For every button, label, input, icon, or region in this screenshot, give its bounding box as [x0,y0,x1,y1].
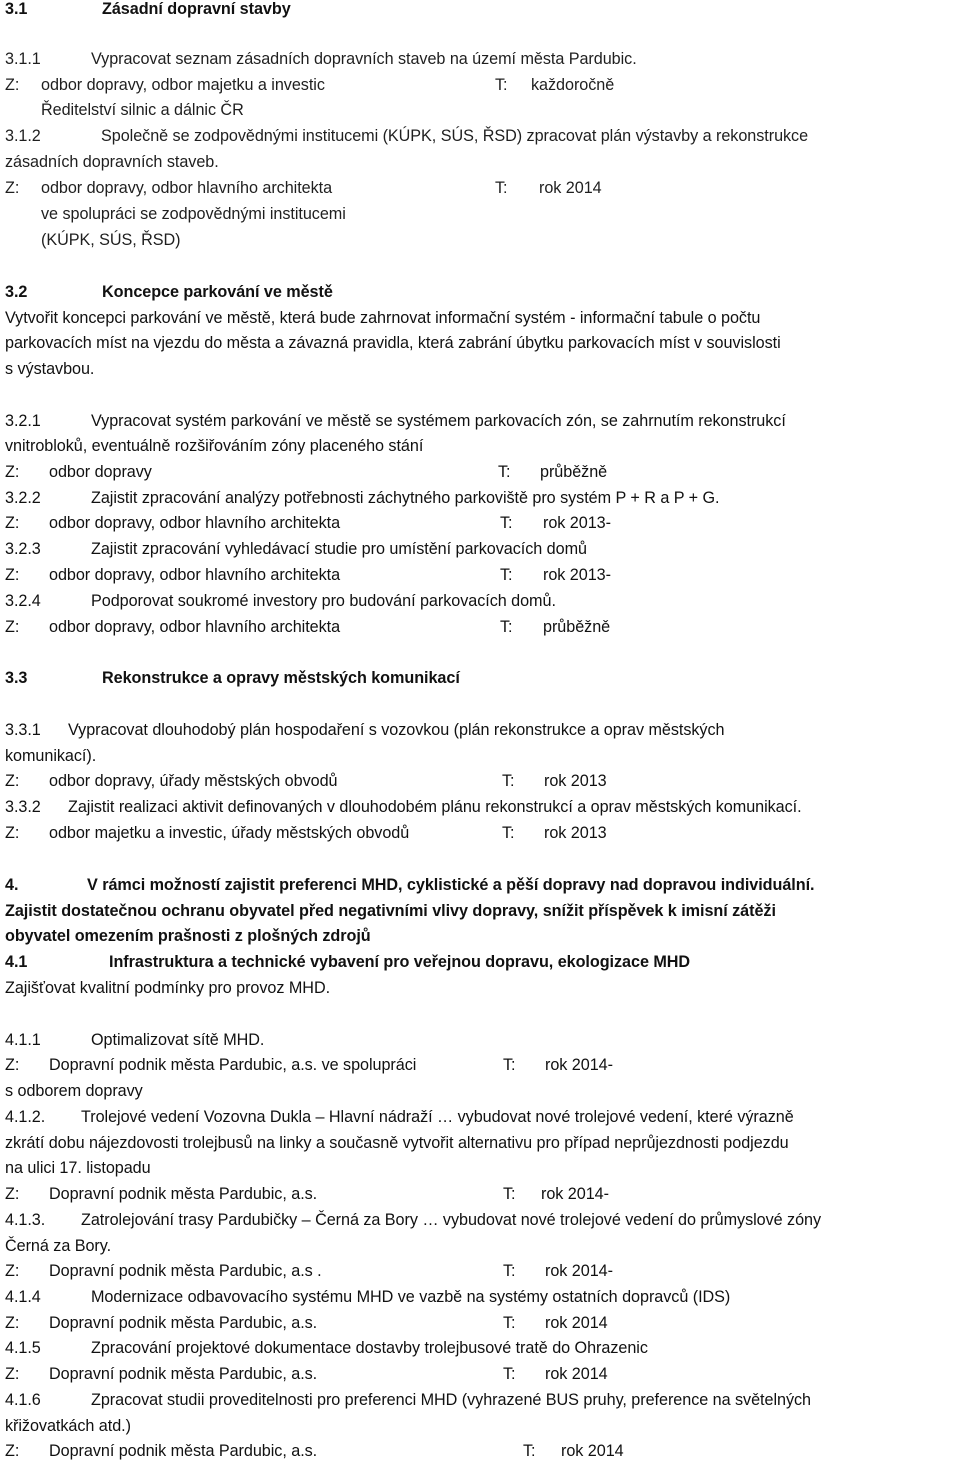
item-number: 3.1.2 [5,127,41,145]
section-number: 4. [5,876,19,894]
z-responsible: odbor dopravy, odbor hlavního architekta [49,514,341,532]
t-label: T: [500,566,513,584]
z-responsible: Dopravní podnik města Pardubic, a.s. ve spolupráci [49,1056,417,1074]
z-responsible: Dopravní podnik města Pardubic, a.s. [49,1314,318,1332]
item-text-2: vnitrobloků, eventuálně rozšiřováním zóny placeného stání [5,437,424,455]
t-label: T: [503,1185,516,1203]
z-responsible: Dopravní podnik města Pardubic, a.s. [49,1185,318,1203]
z-responsible: odbor dopravy, úřady městských obvodů [49,772,338,790]
z-label: Z: [5,772,20,790]
item-text: Zatrolejování trasy Pardubičky – Černá za Bory … vybudovat nové trolejové vedení do průmyslové zóny [81,1211,822,1229]
item-number: 3.2.4 [5,592,41,610]
z-label: Z: [5,1056,20,1074]
z-responsible: Dopravní podnik města Pardubic, a.s . [49,1262,322,1280]
section-number: 3.2 [5,283,28,301]
t-label: T: [503,1365,516,1383]
item-text-2: zásadních dopravních staveb. [5,153,219,171]
item-number: 4.1.6 [5,1391,41,1409]
item-number: 3.1.1 [5,50,41,68]
t-label: T: [502,772,515,790]
z-responsible: odbor dopravy, odbor hlavního architekta [49,618,341,636]
item-text-2: křižovatkách atd.) [5,1417,131,1435]
z-responsible: odbor majetku a investic, úřady městských obvodů [49,824,410,842]
item-text-2: zkrátí dobu nájezdovosti trolejbusů na linky a současně vytvořit alternativu pro případ neprůjezdnosti podjezdu [5,1134,789,1152]
item-number: 4.1.2. [5,1108,46,1126]
t-label: T: [500,514,513,532]
t-label: T: [498,463,511,481]
section-title: Koncepce parkování ve městě [102,283,333,301]
paragraph-text: Vytvořit koncepci parkování ve městě, která bude zahrnovat informační systém - informační tabule o počtu [5,309,761,327]
paragraph-text: Zajišťovat kvalitní podmínky pro provoz MHD. [5,979,331,997]
item-text-3: na ulici 17. listopadu [5,1159,151,1177]
z-responsible: odbor dopravy, odbor majetku a investic [41,76,325,94]
t-deadline: rok 2014 [561,1442,624,1460]
section-title: Zásadní dopravní stavby [102,0,291,18]
item-number: 3.3.1 [5,721,41,739]
t-label: T: [523,1442,536,1460]
t-deadline: rok 2014- [545,1056,613,1074]
z-label: Z: [5,76,20,94]
z-responsible: Dopravní podnik města Pardubic, a.s. [49,1442,318,1460]
item-text: Vypracovat dlouhodobý plán hospodaření s vozovkou (plán rekonstrukce a oprav městských [68,721,725,739]
t-label: T: [495,179,508,197]
z-label: Z: [5,1442,20,1460]
z-label: Z: [5,179,20,197]
z-label: Z: [5,1314,20,1332]
item-number: 4.1.1 [5,1031,41,1049]
z-responsible: odbor dopravy [49,463,152,481]
t-deadline: rok 2014 [545,1365,608,1383]
item-text-2: komunikací). [5,747,97,765]
z-label: Z: [5,463,20,481]
item-text: Trolejové vedení Vozovna Dukla – Hlavní nádraží … vybudovat nové trolejové vedení, které výrazně [81,1108,794,1126]
item-text: Zpracování projektové dokumentace dostavby trolejbusové tratě do Ohrazenic [91,1339,648,1357]
item-text-2: Černá za Bory. [5,1237,112,1255]
z-responsible-2: ve spolupráci se zodpovědnými institucemi [41,205,346,223]
item-text: Optimalizovat sítě MHD. [91,1031,265,1049]
t-deadline: každoročně [531,76,615,94]
paragraph-text: parkovacích míst na vjezdu do města a závazná pravidla, která zabrání úbytku parkovacích míst v souvislosti [5,334,781,352]
t-deadline: rok 2014- [541,1185,609,1203]
t-label: T: [503,1056,516,1074]
z-responsible: odbor dopravy, odbor hlavního architekta [49,566,341,584]
z-label: Z: [5,1365,20,1383]
item-text: Podporovat soukromé investory pro budování parkovacích domů. [91,592,556,610]
t-deadline: průběžně [540,463,608,481]
item-text: Vypracovat systém parkování ve městě se systémem parkovacích zón, se zahrnutím rekonstrukcí [91,412,786,430]
section-number: 3.3 [5,669,28,687]
item-text: Společně se zodpovědnými institucemi (KÚPK, SÚS, ŘSD) zpracovat plán výstavby a rekonstrukce [101,127,809,145]
section-title: V rámci možností zajistit preferenci MHD, cyklistické a pěší dopravy nad dopravou individuální. [87,876,815,894]
t-label: T: [502,824,515,842]
t-deadline: rok 2014 [545,1314,608,1332]
t-deadline: rok 2014- [545,1262,613,1280]
section-title: Infrastruktura a technické vybavení pro veřejnou dopravu, ekologizace MHD [109,953,691,971]
item-text: Modernizace odbavovacího systému MHD ve vazbě na systémy ostatních dopravců (IDS) [91,1288,731,1306]
z-label: Z: [5,1185,20,1203]
item-text: Zpracovat studii proveditelnosti pro preferenci MHD (vyhrazené BUS pruhy, preference na světelných [91,1391,811,1409]
item-number: 4.1.3. [5,1211,46,1229]
item-number: 3.3.2 [5,798,41,816]
z-responsible-2: Ředitelství silnic a dálnic ČR [41,101,244,119]
z-label: Z: [5,566,20,584]
z-responsible: Dopravní podnik města Pardubic, a.s. [49,1365,318,1383]
paragraph-text: s výstavbou. [5,360,95,378]
item-number: 4.1.4 [5,1288,41,1306]
section-title-2: Zajistit dostatečnou ochranu obyvatel před negativními vlivy dopravy, snížit příspěvek k imisní zátěži [5,902,776,920]
section-title-3: obyvatel omezením prašnosti z plošných zdrojů [5,927,371,945]
t-deadline: rok 2013- [543,514,611,532]
item-number: 3.2.1 [5,412,41,430]
t-deadline: rok 2014 [539,179,602,197]
t-deadline: rok 2013 [544,824,607,842]
item-text: Zajistit realizaci aktivit definovaných v dlouhodobém plánu rekonstrukcí a oprav městských komunikací. [68,798,802,816]
t-label: T: [500,618,513,636]
section-title: Rekonstrukce a opravy městských komunikací [102,669,460,687]
item-text: Vypracovat seznam zásadních dopravních staveb na území města Pardubic. [91,50,637,68]
item-text: Zajistit zpracování vyhledávací studie pro umístění parkovacích domů [91,540,587,558]
t-label: T: [495,76,508,94]
z-label: Z: [5,1262,20,1280]
t-deadline: rok 2013- [543,566,611,584]
t-label: T: [503,1314,516,1332]
item-number: 3.2.3 [5,540,41,558]
z-responsible: odbor dopravy, odbor hlavního architekta [41,179,333,197]
t-deadline: průběžně [543,618,611,636]
z-label: Z: [5,824,20,842]
item-number: 4.1.5 [5,1339,41,1357]
z-responsible-2: s odborem dopravy [5,1082,143,1100]
t-deadline: rok 2013 [544,772,607,790]
z-label: Z: [5,618,20,636]
t-label: T: [503,1262,516,1280]
section-number: 4.1 [5,953,28,971]
z-responsible-3: (KÚPK, SÚS, ŘSD) [41,231,181,249]
item-text: Zajistit zpracování analýzy potřebnosti záchytného parkoviště pro systém P + R a P + G. [91,489,720,507]
item-number: 3.2.2 [5,489,41,507]
z-label: Z: [5,514,20,532]
section-number: 3.1 [5,0,28,18]
